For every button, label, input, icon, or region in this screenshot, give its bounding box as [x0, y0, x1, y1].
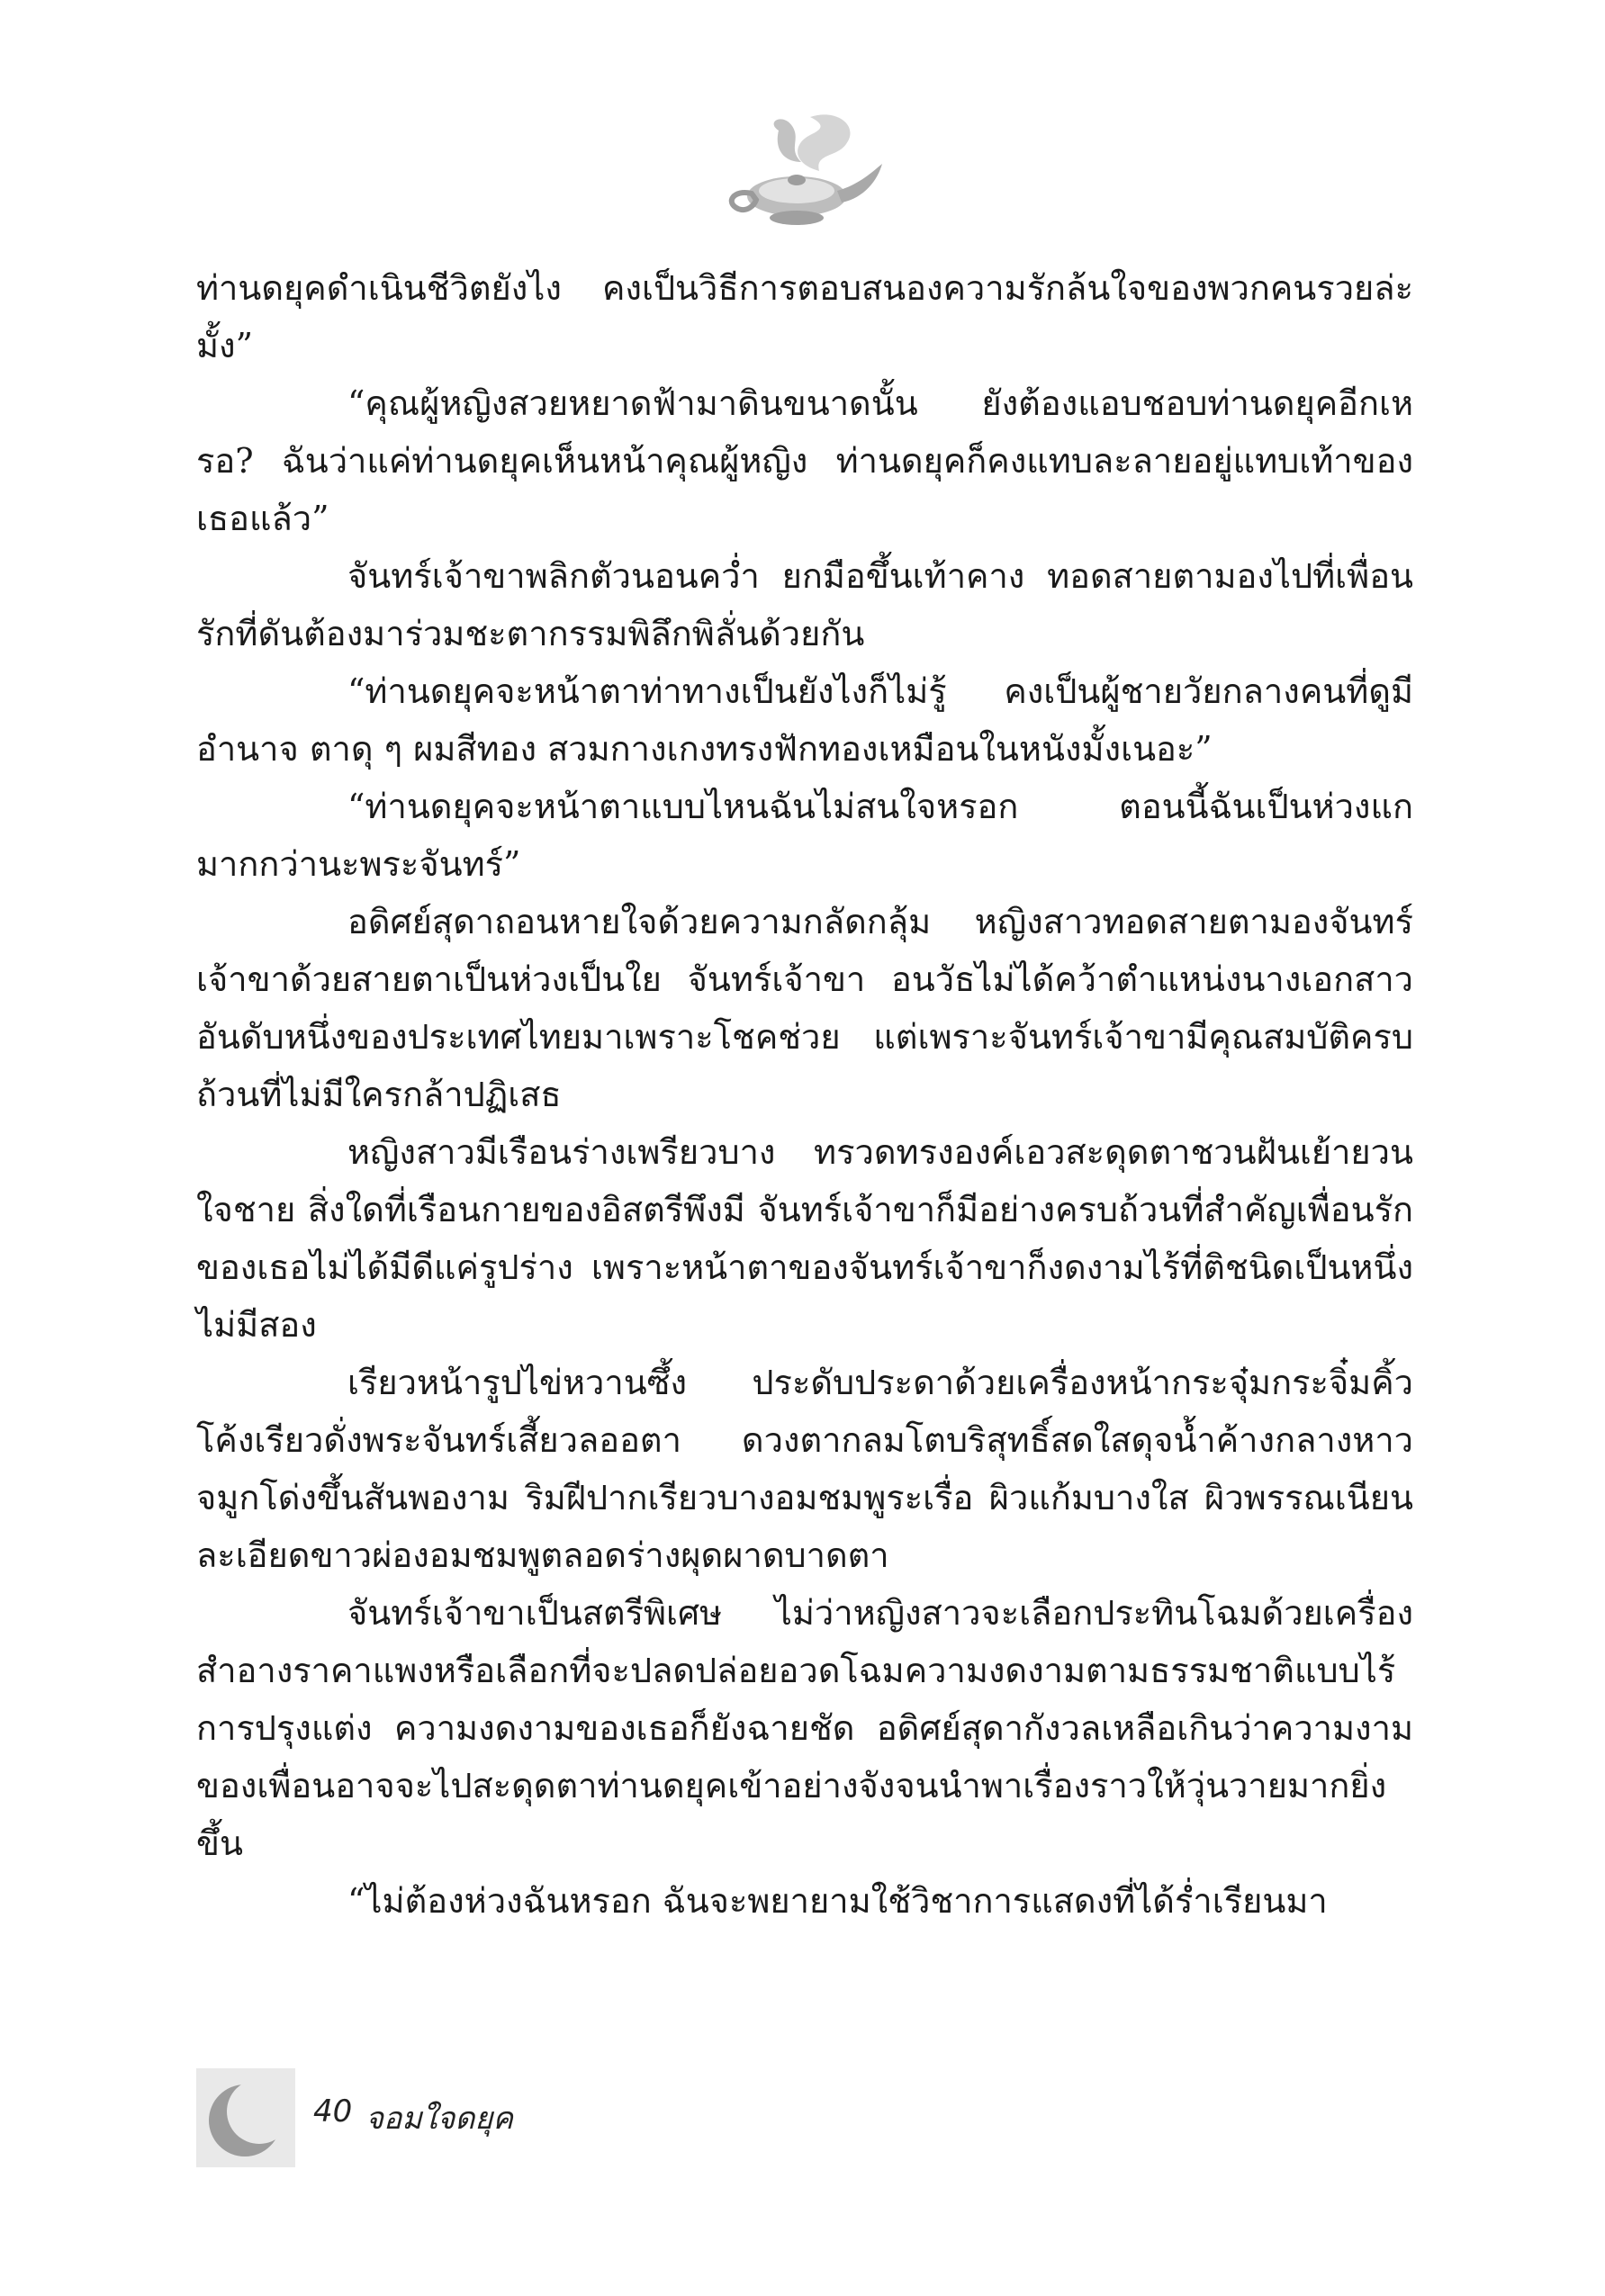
paragraph: “ท่านดยุคจะหน้าตาแบบไหนฉันไม่สนใจหรอก ตอนนี้ฉันเป็นห่วงแกมากกว่านะพระจันทร์”: [196, 787, 1413, 884]
paragraph: ท่านดยุคดำเนินชีวิตยังไง คงเป็นวิธีการตอบสนองความรักล้นใจของพวกคนรวยล่ะมั้ง”: [196, 268, 1413, 365]
paragraph: จันทร์เจ้าขาพลิกตัวนอนคว่ำ ยกมือขึ้นเท้าคาง ทอดสายตามองไปที่เพื่อนรักที่ดันต้องมาร่วมชะตากรรมพิลึกพิลั่นด้วยกัน: [196, 556, 1413, 653]
body-text: [196, 259, 1413, 1930]
paragraph: “ท่านดยุคจะหน้าตาท่าทางเป็นยังไงก็ไม่รู้ คงเป็นผู้ชายวัยกลางคนที่ดูมีอำนาจ ตาดุ ๆ ผมสีทอง สวมกางเกงทรงฟักทองเหมือนในหนังมั้งเนอะ”: [196, 671, 1413, 769]
paragraph: “ไม่ต้องห่วงฉันหรอก ฉันจะพยายามใช้วิชาการแสดงที่ได้ร่ำเรียนมา: [347, 1881, 1328, 1921]
page-number: 40: [313, 2093, 353, 2129]
crescent-moon-icon: [202, 2074, 292, 2164]
paragraph: หญิงสาวมีเรือนร่างเพรียวบาง ทรวดทรงองค์เอวสะดุดตาชวนฝันเย้ายวนใจชาย สิ่งใดที่เรือนกายของอิสตรีพึงมี จันทร์เจ้าขาก็มีอย่างครบถ้วนที่สำคัญเพื่อนรักของเธอไม่ได้มีดีแค่รูปร่าง เพราะหน้าตาของจันทร์เจ้าขาก็งดงามไร้ที่ติชนิดเป็นหนึ่งไม่มีสอง: [196, 1132, 1413, 1345]
paragraph: เรียวหน้ารูปไข่หวานซึ้ง ประดับประดาด้วยเครื่องหน้ากระจุ๋มกระจิ๋มคิ้วโค้งเรียวดั่งพระจันทร์เสี้ยวลออตา ดวงตากลมโตบริสุทธิ์สดใสดุจน้ำค้างกลางหาว จมูกโด่งขึ้นสันพองาม ริมฝีปากเรียวบางอมชมพูระเรื่อ ผิวแก้มบางใส ผิวพรรณเนียนละเอียดขาวผ่องอมชมพูตลอดร่างผุดผาดบาดตา: [196, 1363, 1413, 1575]
paragraph: “คุณผู้หญิงสวยหยาดฟ้ามาดินขนาดนั้น ยังต้องแอบชอบท่านดยุคอีกเหรอ? ฉันว่าแค่ท่านดยุคเห็นหน้าคุณผู้หญิง ท่านดยุคก็คงแทบละลายอยู่แทบเท้าของเธอแล้ว”: [196, 383, 1413, 538]
genie-lamp-icon: [702, 108, 891, 243]
book-title: จอมใจดยุค: [365, 2101, 514, 2137]
paragraph: จันทร์เจ้าขาเป็นสตรีพิเศษ ไม่ว่าหญิงสาวจะเลือกประทินโฉมด้วยเครื่องสำอางราคาแพงหรือเลือกที่จะปลดปล่อยอวดโฉมความงดงามตามธรรมชาติแบบไร้การปรุงแต่ง ความงดงามของเธอก็ยังฉายชัด อดิศย์สุดากังวลเหลือเกินว่าความงามของเพื่อนอาจจะไปสะดุดตาท่านดยุคเข้าอย่างจังจนนำพาเรื่องราวให้วุ่นวายมากยิ่งขึ้น: [196, 1593, 1413, 1863]
paragraph: อดิศย์สุดาถอนหายใจด้วยความกลัดกลุ้ม หญิงสาวทอดสายตามองจันทร์เจ้าขาด้วยสายตาเป็นห่วงเป็นใย จันทร์เจ้าขา อนวัธไม่ได้คว้าตำแหน่งนางเอกสาวอันดับหนึ่งของประเทศไทยมาเพราะโชคช่วย แต่เพราะจันทร์เจ้าขามีคุณสมบัติครบถ้วนที่ไม่มีใครกล้าปฏิเสธ: [196, 902, 1413, 1114]
page-footer: [196, 2068, 736, 2167]
